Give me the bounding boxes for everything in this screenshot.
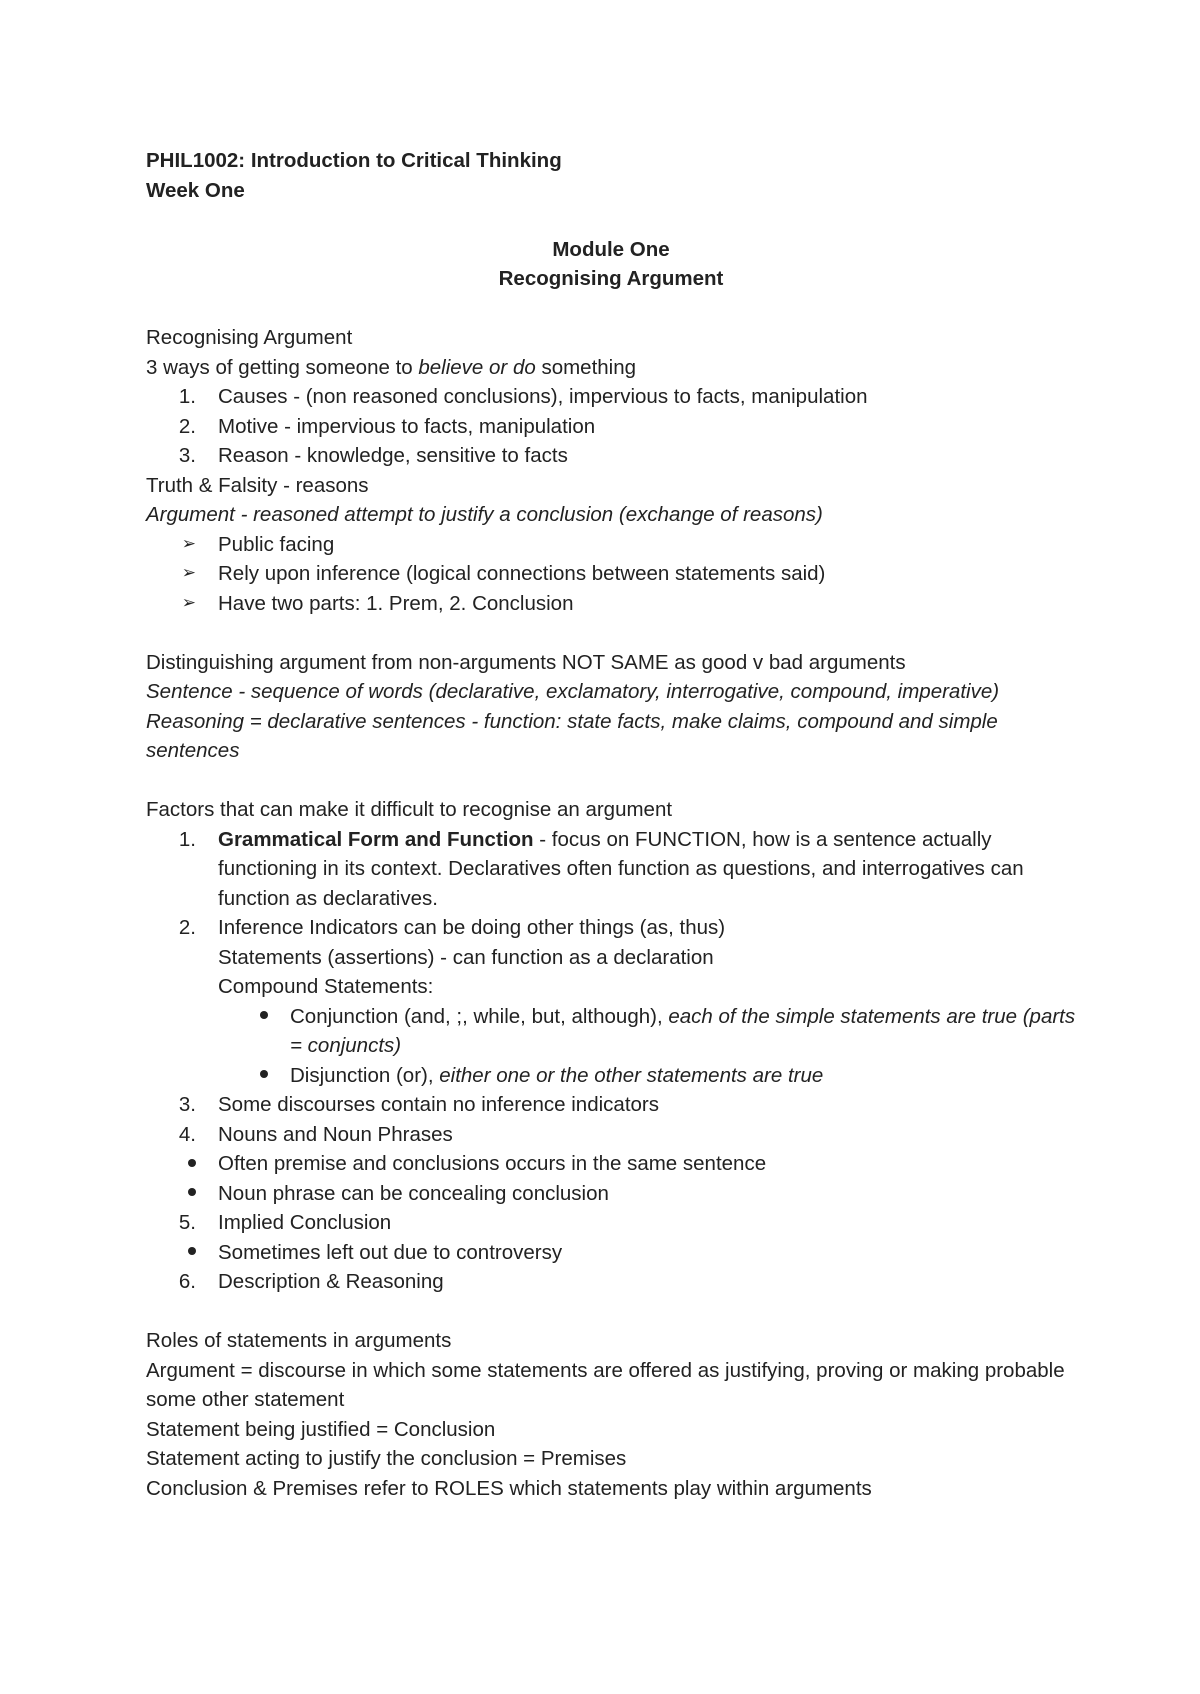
arrow-bullet-icon: ➢ bbox=[181, 563, 196, 583]
list-item: 2. Inference Indicators can be doing other things (as, thus) Statements (assertions) - can function as a declaration Compound Statements: bbox=[178, 916, 726, 998]
ways-line: 3 ways of getting someone to believe or do something bbox=[146, 355, 637, 379]
bullet-icon bbox=[260, 1070, 268, 1078]
list-item: 1. Grammatical Form and Function - focus on FUNCTION, how is a sentence actually functioning in its context. Declaratives often function as questions, and interrogatives can function as declaratives. bbox=[178, 827, 1024, 910]
list-item: 4. Nouns and Noun Phrases bbox=[178, 1122, 453, 1146]
list-item: ➢ Public facing bbox=[146, 530, 1076, 560]
list-item: 6. Description & Reasoning bbox=[178, 1270, 444, 1293]
argument-definition: Argument - reasoned attempt to justify a conclusion (exchange of reasons) bbox=[146, 503, 823, 526]
sentence-definition: Sentence - sequence of words (declarative, exclamatory, interrogative, compound, imperative) bbox=[146, 680, 1000, 703]
arrow-bullet-icon: ➢ bbox=[181, 592, 196, 613]
truth-line: Truth & Falsity - reasons bbox=[146, 473, 369, 497]
reasoning-definition: Reasoning = declarative sentences - function: state facts, make claims, compound and simple sentences bbox=[146, 709, 998, 762]
list-item: 3. Some discourses contain no inference indicators bbox=[178, 1093, 659, 1116]
module-subtitle: Recognising Argument bbox=[498, 267, 724, 290]
list-item: ➢ Rely upon inference (logical connections between statements said) bbox=[146, 559, 1076, 589]
section-heading: Roles of statements in arguments bbox=[146, 1329, 452, 1352]
list-item: Disjunction (or), either one or the other statements are true bbox=[146, 1061, 1076, 1091]
argument-line: Argument = discourse in which some statements are offered as justifying, proving or making probable some other statement bbox=[146, 1358, 1065, 1411]
premises-line: Statement acting to justify the conclusion = Premises bbox=[146, 1447, 627, 1470]
bullet-icon bbox=[188, 1247, 196, 1255]
bullet-icon bbox=[260, 1011, 268, 1019]
list-item: 2. Motive - impervious to facts, manipulation bbox=[178, 414, 596, 438]
conclusion-line: Statement being justified = Conclusion bbox=[146, 1417, 496, 1441]
section-heading: Recognising Argument bbox=[146, 326, 353, 349]
bullet-icon bbox=[188, 1188, 196, 1196]
week-label: Week One bbox=[146, 178, 245, 202]
document-page bbox=[146, 146, 1076, 1503]
list-item: 5. Implied Conclusion bbox=[178, 1211, 392, 1234]
course-title: PHIL1002: Introduction to Critical Thinking bbox=[146, 149, 562, 172]
list-item: Often premise and conclusions occurs in the same sentence bbox=[146, 1149, 1076, 1179]
list-item: Sometimes left out due to controversy bbox=[146, 1238, 1076, 1268]
arrow-bullet-icon: ➢ bbox=[181, 533, 196, 554]
list-item: Noun phrase can be concealing conclusion bbox=[146, 1179, 1076, 1209]
distinguishing-line: Distinguishing argument from non-arguments NOT SAME as good v bad arguments bbox=[146, 650, 906, 674]
bullet-icon bbox=[188, 1159, 196, 1167]
list-item: 3. Reason - knowledge, sensitive to facts bbox=[178, 444, 568, 467]
module-title: Module One bbox=[552, 237, 670, 261]
list-item: Conjunction (and, ;, while, but, although), each of the simple statements are true (parts = conjuncts) bbox=[146, 1002, 1076, 1061]
section-heading: Factors that can make it difficult to recognise an argument bbox=[146, 798, 673, 821]
list-item: 1. Causes - (non reasoned conclusions), impervious to facts, manipulation bbox=[178, 385, 868, 408]
list-item: ➢ Have two parts: 1. Prem, 2. Conclusion bbox=[146, 589, 1076, 619]
roles-line: Conclusion & Premises refer to ROLES which statements play within arguments bbox=[146, 1476, 872, 1500]
